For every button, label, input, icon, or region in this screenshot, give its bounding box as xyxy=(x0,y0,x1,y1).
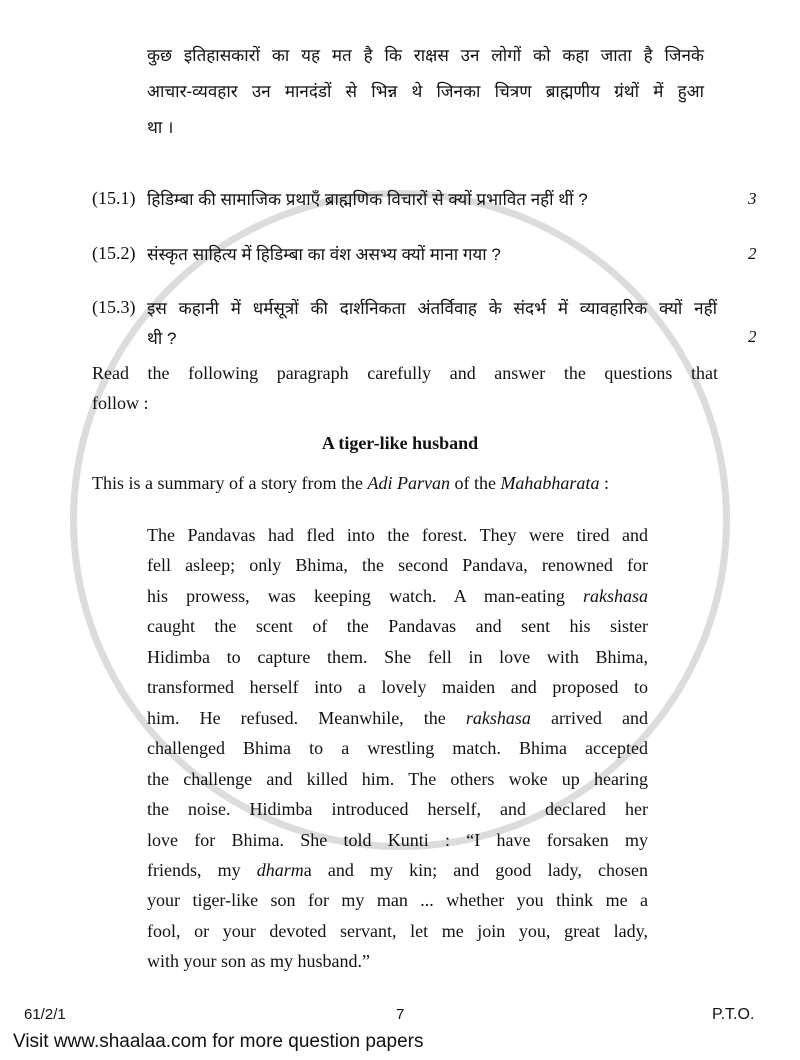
passage-line: Hidimba to capture them. She fell in love with Bhima, xyxy=(147,647,648,667)
question-text: संस्कृत साहित्य में हिडिम्बा का वंश असभ्य क्यों माना गया ? xyxy=(147,245,501,264)
question-number: (15.1) xyxy=(92,188,136,208)
question-marks: 2 xyxy=(748,244,757,263)
question-text-line-2: थी ? xyxy=(147,329,177,348)
passage-line: fell asleep; only Bhima, the second Pandava, renowned for xyxy=(147,555,648,575)
hindi-intro-line-1: कुछ इतिहासकारों का यह मत है कि राक्षस उन लोगों को कहा जाता है जिनके xyxy=(147,46,704,65)
passage-italic: dharm xyxy=(256,860,304,880)
paper-code: 61/2/1 xyxy=(24,1006,66,1023)
passage-italic: rakshasa xyxy=(582,586,648,606)
passage-line xyxy=(147,581,648,611)
visit-link[interactable]: Visit www.shaalaa.com for more question papers xyxy=(13,1031,424,1052)
question-number: (15.2) xyxy=(92,243,136,263)
pto-label: P.T.O. xyxy=(712,1006,755,1023)
passage-line: the challenge and killed him. The others woke up hearing xyxy=(147,769,648,789)
question-marks: 3 xyxy=(748,189,757,208)
summary-text: This is a summary of a story from the xyxy=(92,473,368,493)
passage-line: caught the scent of the Pandavas and sent his sister xyxy=(147,616,648,636)
passage-line: love for Bhima. She told Kunti : “I have forsaken my xyxy=(147,830,648,850)
summary-intro xyxy=(92,473,609,494)
passage-line: The Pandavas had fled into the forest. They were tired and xyxy=(147,525,648,545)
passage-line: the noise. Hidimba introduced herself, and declared her xyxy=(147,799,648,819)
passage-line: transformed herself into a lovely maiden and proposed to xyxy=(147,677,648,697)
passage-line: fool, or your devoted servant, let me join you, great lady, xyxy=(147,921,648,941)
instruction-line-1: Read the following paragraph carefully and answer the questions that xyxy=(92,363,718,383)
passage-heading: A tiger-like husband xyxy=(321,433,479,453)
passage-text: a and my kin; and good lady, chosen xyxy=(303,860,649,880)
passage-text: friends, my xyxy=(147,860,241,880)
page-number: 7 xyxy=(396,1006,405,1023)
summary-adi-parvan: Adi Parvan xyxy=(367,473,450,493)
passage-line xyxy=(147,855,648,885)
question-marks: 2 xyxy=(748,327,757,346)
summary-text: : xyxy=(599,473,609,493)
passage-line: with your son as my husband.” xyxy=(147,951,370,971)
question-text-line-1: इस कहानी में धर्मसूत्रों की दार्शनिकता अंतर्विवाह के संदर्भ में व्यावहारिक क्यों नहीं xyxy=(147,299,717,318)
passage-line: challenged Bhima to a wrestling match. Bhima accepted xyxy=(147,738,648,758)
passage-italic: rakshasa xyxy=(465,708,531,728)
passage-line: your tiger-like son for my man ... whether you think me a xyxy=(147,890,648,910)
question-text: हिडिम्बा की सामाजिक प्रथाएँ ब्राह्मणिक विचारों से क्यों प्रभावित नहीं थीं ? xyxy=(147,190,588,209)
hindi-intro-line-2: आचार-व्यवहार उन मानदंडों से भिन्न थे जिनका चित्रण ब्राह्मणीय ग्रंथों में हुआ xyxy=(147,82,704,101)
question-number: (15.3) xyxy=(92,297,136,317)
summary-text: of the xyxy=(449,473,501,493)
passage-text: arrived and xyxy=(550,708,649,728)
summary-mahabharata: Mahabharata xyxy=(500,473,600,493)
passage-text: his prowess, was keeping watch. A man-eating xyxy=(147,586,565,606)
instruction-line-2: follow : xyxy=(92,393,149,413)
passage-line xyxy=(147,703,648,733)
hindi-intro-line-3: था । xyxy=(147,118,174,137)
passage-text: him. He refused. Meanwhile, the xyxy=(147,708,446,728)
